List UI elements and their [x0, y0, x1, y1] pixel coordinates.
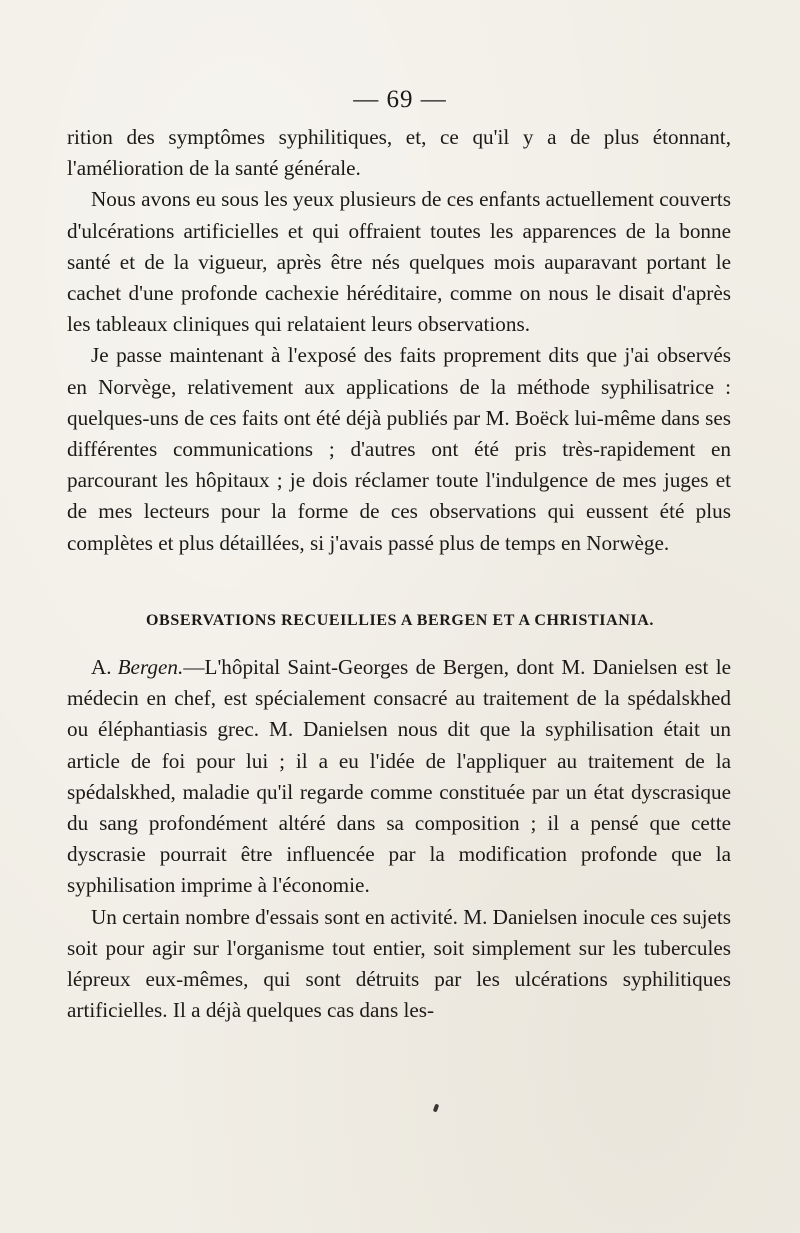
paragraph: Nous avons eu sous les yeux plusieurs de ces enfants actuellement couverts d'ulcérations artificielles et qui offraient toutes les apparences de la bonne santé et de la vigueur, après être nés quelques mois auparavant portant le cachet d'une profonde cachexie héréditaire, comme on nous le disait d'après les tableaux cliniques qui relataient leurs observations. — [67, 187, 731, 337]
paragraph-text: —L'hôpital Saint-Georges de Bergen, dont M. Danielsen est le médecin en chef, est spécialement consacré au traitement de la spédalskhed ou éléphantiasis grec. M. Danielsen nous dit que la syphilisation était un article de foi pour lui ; il a eu l'idée de l'appliquer au traitement de la spédalskhed, maladie qu'il regarde comme constituée par un état dyscrasique du sang profondément altéré dans sa composition ; il a pensé que cette dyscrasie pourrait être influencée par la modification profonde que la syphilisation imprime à l'économie. — [67, 655, 731, 898]
place-name: Bergen. — [117, 655, 184, 679]
body-text-top — [67, 122, 731, 559]
ink-speck — [433, 1104, 439, 1113]
paragraph: rition des symptômes syphilitiques, et, ce qu'il y a de plus étonnant, l'amélioration de la santé générale. — [67, 125, 731, 181]
paragraph — [67, 652, 731, 902]
paragraph: Je passe maintenant à l'exposé des faits proprement dits que j'ai observés en Norvège, relativement aux applications de la méthode syphilisatrice : quelques-uns de ces faits ont été déjà publiés par M. Boëck lui-même dans ses différentes communications ; d'autres ont été pris très-rapidement en parcourant les hôpitaux ; je dois réclamer toute l'indulgence de mes juges et de mes lecteurs pour la forme de ces observations qui eussent été plus complètes et plus détaillées, si j'avais passé plus de temps en Norwège. — [67, 343, 731, 555]
page-number: — 69 — — [353, 86, 447, 113]
body-text-bottom — [67, 652, 731, 1026]
section-heading: OBSERVATIONS RECUEILLIES A BERGEN ET A CHRISTIANIA. — [146, 612, 654, 629]
paragraph: Un certain nombre d'essais sont en activité. M. Danielsen inocule ces sujets soit pour agir sur l'organisme tout entier, soit simplement sur les tubercules lépreux eux-mêmes, qui sont détruits par les ulcérations syphilitiques artificielles. Il a déjà quelques cas dans les- — [67, 904, 731, 1023]
section-label: A. — [91, 655, 112, 679]
